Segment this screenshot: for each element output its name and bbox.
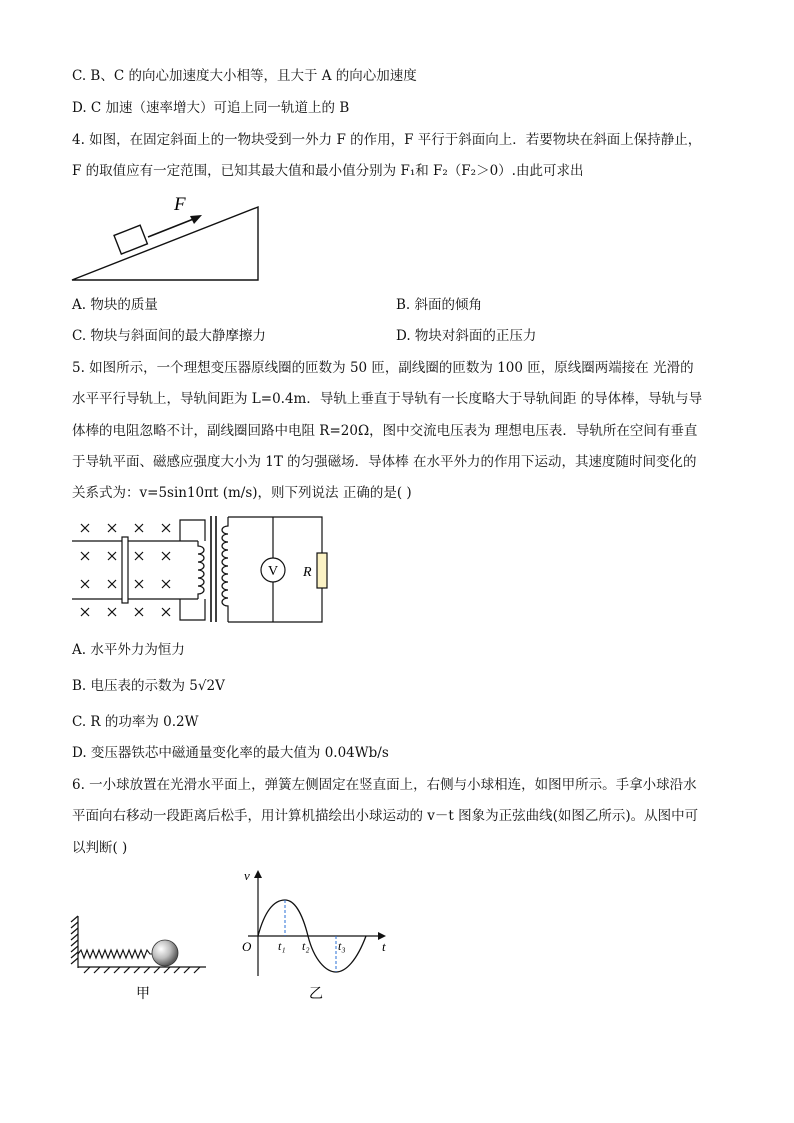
spring bbox=[78, 950, 153, 958]
force-label: F bbox=[174, 194, 186, 215]
primary-coil bbox=[180, 541, 204, 599]
q3-option-c: C. B、C 的向心加速度大小相等，且大于 A 的向心加速度 bbox=[72, 68, 417, 84]
q6-stem-line1: 6. 一小球放置在光滑水平面上，弹簧左侧固定在竖直面上，右侧与小球相连，如图甲所示。手拿小球沿水 bbox=[72, 777, 697, 793]
q6-stem-line2: 平面向右移动一段距离后松手，用计算机描绘出小球运动的 v－t 图象为正弦曲线(如图乙所示)。从图中可 bbox=[72, 808, 699, 824]
force-arrowhead bbox=[190, 215, 202, 224]
v-axis-label: v bbox=[244, 868, 250, 883]
t1-label: t₁ bbox=[278, 939, 286, 953]
q5-option-c: C. R 的功率为 0.2W bbox=[72, 714, 199, 730]
q4-option-b: B. 斜面的倾角 bbox=[396, 297, 483, 313]
q5-stem-line2: 水平平行导轨上，导轨间距为 L=0.4m．导轨上垂直于导轨有一长度略大于导轨间距 的导体棒，导轨与导 bbox=[72, 391, 703, 407]
q5-transformer-circuit-figure bbox=[60, 510, 360, 630]
figure-yi-label: 乙 bbox=[309, 987, 323, 1002]
q4-option-d: D. 物块对斜面的正压力 bbox=[396, 328, 537, 344]
q4-option-c: C. 物块与斜面间的最大静摩擦力 bbox=[72, 328, 266, 344]
t3-label: t₃ bbox=[338, 939, 346, 953]
q4-stem-line2: F 的取值应有一定范围，已知其最大值和最小值分别为 F₁和 F₂（F₂＞0）.由此可求出 bbox=[72, 163, 584, 179]
q6-spring-ball-figure bbox=[66, 910, 216, 1005]
block bbox=[114, 225, 147, 254]
q5-stem-line3: 体棒的电阻忽略不计，副线圈回路中电阻 R=20Ω，图中交流电压表为 理想电压表．导轨所在空间有垂直 bbox=[72, 423, 698, 439]
q4-stem-line1: 4. 如图，在固定斜面上的一物块受到一外力 F 的作用，F 平行于斜面向上．若要物块在斜面上保持静止， bbox=[72, 132, 702, 148]
q5-option-b: B. 电压表的示数为 5√2V bbox=[72, 678, 225, 694]
q5-stem-line4: 于导轨平面、磁感应强度大小为 1T 的匀强磁场．导体棒 在水平外力的作用下运动，其速度随时间变化的 bbox=[72, 454, 697, 470]
origin-label: O bbox=[242, 939, 252, 954]
t2-label: t₂ bbox=[302, 939, 310, 953]
q5-stem-line5: 关系式为：v=5sin10πt (m/s)，则下列说法 正确的是( ) bbox=[72, 485, 412, 501]
voltmeter-label: V bbox=[267, 564, 279, 579]
resistor-label: R bbox=[303, 565, 312, 580]
rails bbox=[72, 520, 205, 620]
ball bbox=[152, 940, 178, 966]
q4-incline-figure bbox=[60, 188, 280, 288]
figure-jia-label: 甲 bbox=[136, 987, 150, 1002]
q3-option-d: D. C 加速（速率增大）可追上同一轨道上的 B bbox=[72, 100, 350, 116]
q5-option-d: D. 变压器铁芯中磁通量变化率的最大值为 0.04Wb/s bbox=[72, 745, 389, 761]
q5-option-a: A. 水平外力为恒力 bbox=[72, 642, 185, 658]
t-axis-label: t bbox=[382, 939, 386, 954]
q5-stem-line1: 5. 如图所示，一个理想变压器原线圈的匝数为 50 匝，副线圈的匝数为 100 匝，原线圈两端接在 光滑的 bbox=[72, 360, 694, 376]
q6-vt-graph-figure bbox=[232, 866, 402, 1006]
secondary-coil bbox=[222, 517, 228, 622]
q6-stem-line3: 以判断( ) bbox=[72, 840, 128, 856]
q4-option-a: A. 物块的质量 bbox=[72, 297, 158, 313]
floor bbox=[78, 967, 206, 973]
conducting-rod bbox=[122, 537, 128, 603]
resistor bbox=[317, 553, 327, 588]
wall bbox=[71, 916, 78, 968]
incline-triangle bbox=[72, 207, 258, 280]
v-axis-arrowhead bbox=[254, 870, 262, 878]
